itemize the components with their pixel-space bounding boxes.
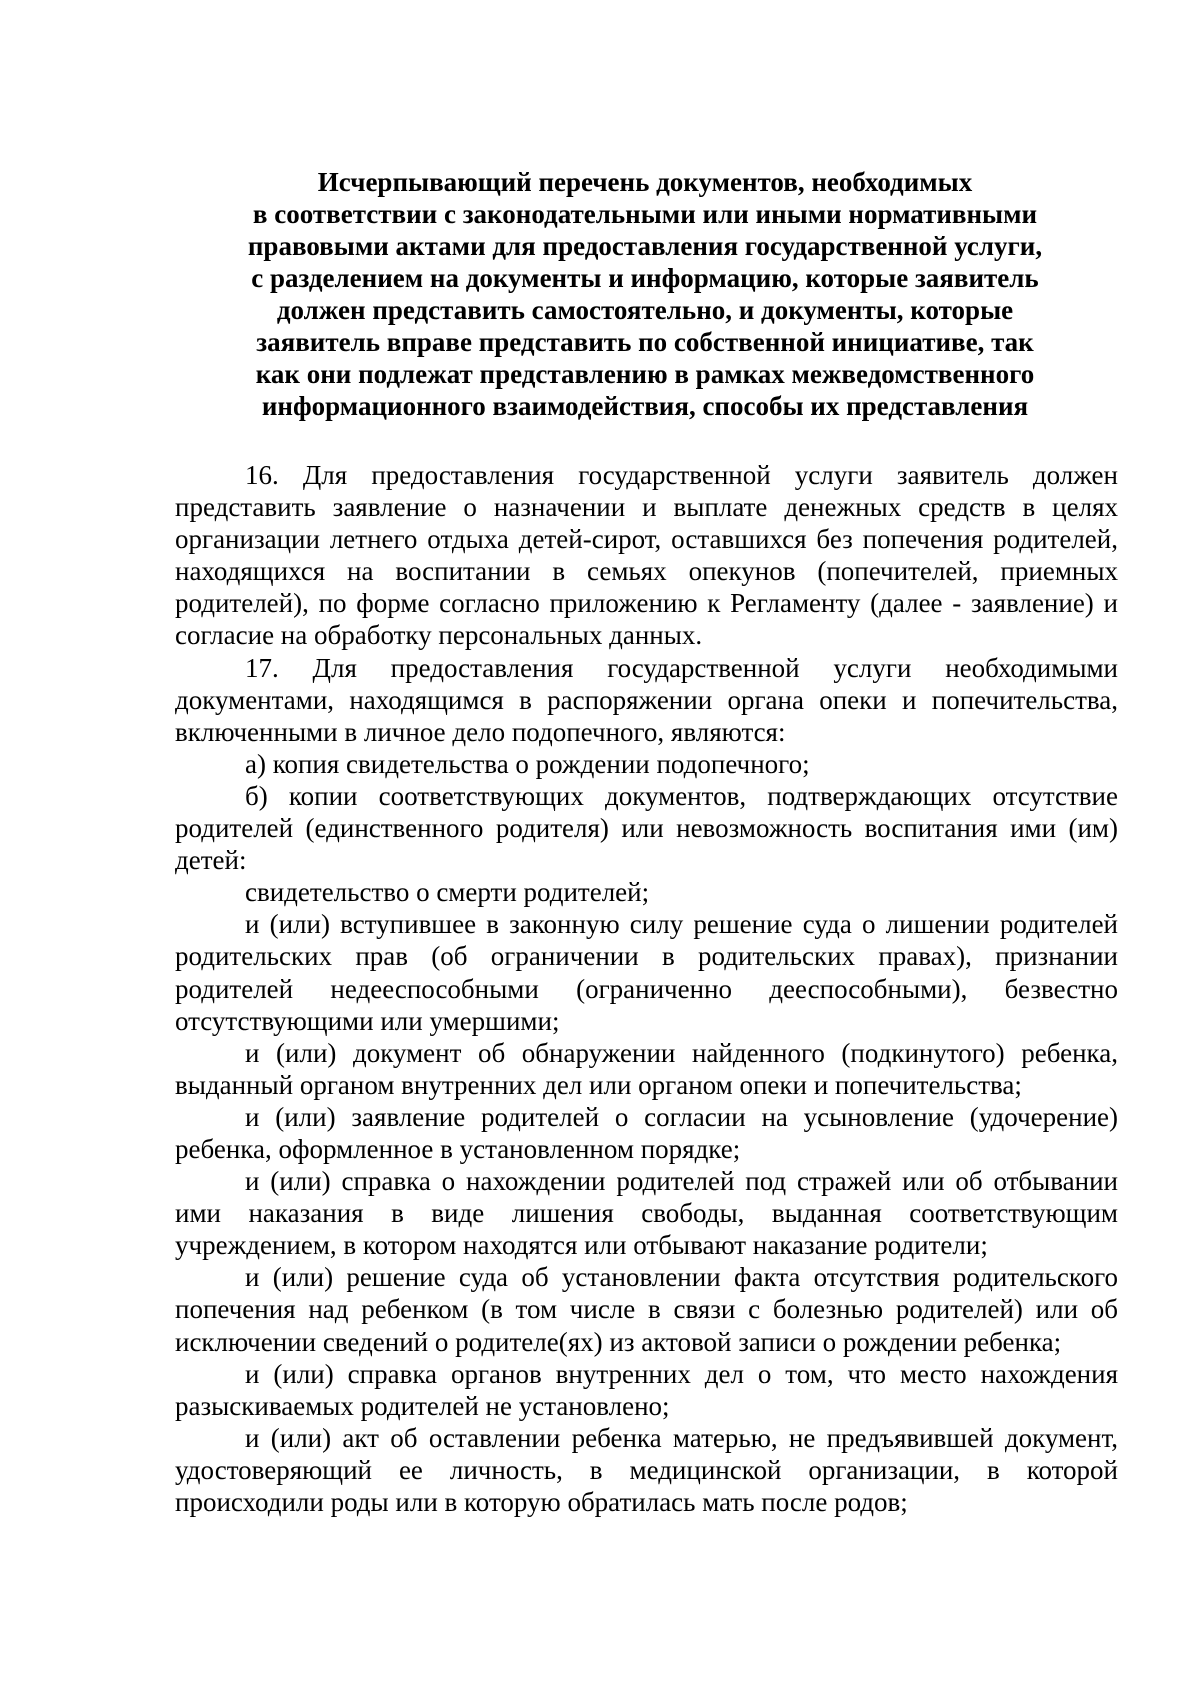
heading-line: заявитель вправе представить по собственной инициативе, так bbox=[256, 327, 1034, 357]
list-item: свидетельство о смерти родителей; bbox=[245, 877, 650, 908]
heading-line: с разделением на документы и информацию, которые заявитель bbox=[251, 263, 1039, 293]
paragraph-16: 16. Для предоставления государственной услуги заявитель должен представить заявление о назначении и выплате денежных средств в целях организации летнего отдыха детей-сирот, оставшихся без попечения родителей, находящихся на воспитании в семьях опекунов (попечителей, приемных родителей), по форме согласно приложению к Регламенту (далее - заявление) и согласие на обработку персональных данных. bbox=[175, 460, 1118, 651]
list-item: и (или) решение суда об установлении факта отсутствия родительского попечения над ребенком (в том числе в связи с болезнью родителей) или об исключении сведений о родителе(ях) из актовой записи о рождении ребенка; bbox=[175, 1262, 1118, 1357]
paragraph-17: 17. Для предоставления государственной услуги необходимыми документами, находящимся в распоряжении органа опеки и попечительства, включенными в личное дело подопечного, являются: bbox=[175, 652, 1118, 747]
document-body bbox=[175, 459, 1118, 1518]
list-item: и (или) документ об обнаружении найденного (подкинутого) ребенка, выданный органом внутренних дел или органом опеки и попечительства; bbox=[175, 1037, 1118, 1100]
heading-line: Исчерпывающий перечень документов, необходимых bbox=[317, 167, 973, 197]
list-item: и (или) вступившее в законную силу решение суда о лишении родителей родительских прав (об ограничении в родительских правах), признании родителей недееспособными (ограниченно дееспособными), безвестно отсутствующими или умершими; bbox=[175, 909, 1118, 1036]
heading-line: должен представить самостоятельно, и документы, которые bbox=[276, 295, 1014, 325]
list-item: и (или) справка о нахождении родителей под стражей или об отбывании ими наказания в виде лишения свободы, выданная соответствующим учреждением, в котором находятся или отбывают наказание родители; bbox=[175, 1166, 1118, 1261]
section-heading bbox=[170, 166, 1120, 422]
heading-line: в соответствии с законодательными или иными нормативными bbox=[252, 199, 1038, 229]
list-item: и (или) акт об оставлении ребенка матерью, не предъявившей документ, удостоверяющий ее личность, в медицинской организации, в которой происходили роды или в которую обратилась мать после родов; bbox=[175, 1422, 1118, 1517]
heading-line: правовыми актами для предоставления государственной услуги, bbox=[247, 231, 1043, 261]
list-item: и (или) заявление родителей о согласии на усыновление (удочерение) ребенка, оформленное в установленном порядке; bbox=[175, 1101, 1118, 1164]
heading-line: информационного взаимодействия, способы их представления bbox=[261, 391, 1029, 421]
list-item: и (или) справка органов внутренних дел о том, что место нахождения разыскиваемых родителей не установлено; bbox=[175, 1358, 1118, 1421]
list-item-b: б) копии соответствующих документов, подтверждающих отсутствие родителей (единственного родителя) или невозможность воспитания ими (им) детей: bbox=[175, 780, 1118, 876]
list-item-a: а) копия свидетельства о рождении подопечного; bbox=[245, 748, 810, 779]
heading-line: как они подлежат представлению в рамках межведомственного bbox=[255, 359, 1035, 389]
